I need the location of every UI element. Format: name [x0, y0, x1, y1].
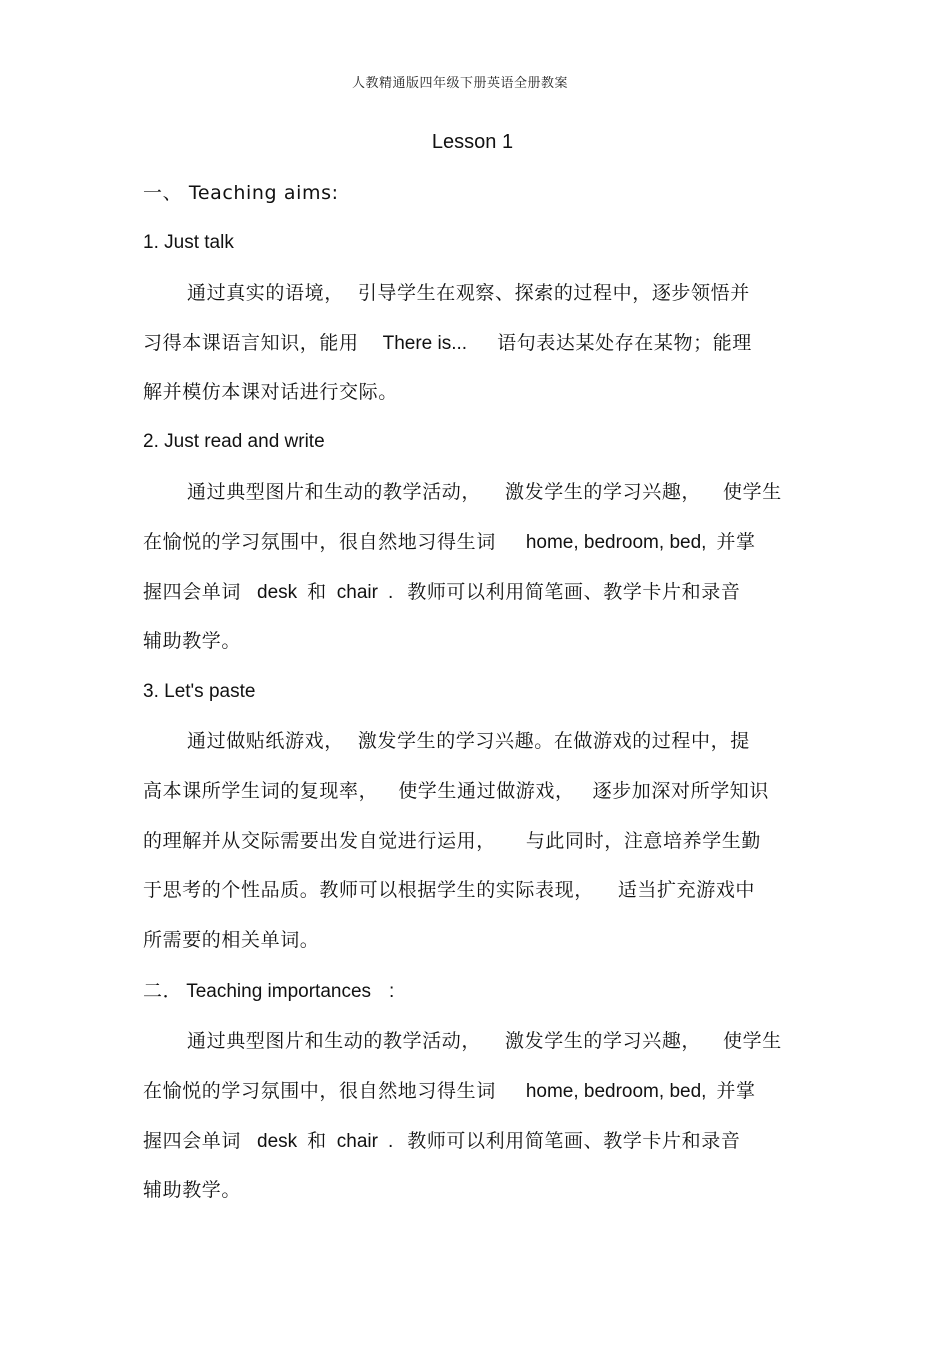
item2-paragraph-line4: 辅助教学。 — [143, 630, 242, 652]
importances-heading: 二． Teaching importances : — [143, 980, 395, 1002]
importances-paragraph-line3: 握四会单词 desk 和 chair . 教师可以利用简笔画、教学卡片和录音 — [143, 1130, 741, 1152]
importances-paragraph-line1: 通过典型图片和生动的教学活动， 激发学生的学习兴趣， 使学生 — [187, 1030, 782, 1052]
item1-paragraph-line3: 解并模仿本课对话进行交际。 — [143, 381, 398, 403]
item3-heading: 3. Let's paste — [143, 681, 256, 702]
item2-heading: 2. Just read and write — [143, 431, 325, 452]
item3-paragraph-line1: 通过做贴纸游戏， 激发学生的学习兴趣。在做游戏的过程中，提 — [187, 730, 750, 752]
item1-heading: 1. Just talk — [143, 232, 234, 253]
item3-paragraph-line5: 所需要的相关单词。 — [143, 929, 320, 951]
aims-heading: 一、 Teaching aims: — [143, 182, 339, 204]
item2-paragraph-line1: 通过典型图片和生动的教学活动， 激发学生的学习兴趣， 使学生 — [187, 481, 782, 503]
item1-paragraph-line2: 习得本课语言知识，能用 There is... 语句表达某处存在某物；能理 — [143, 332, 752, 354]
item3-paragraph-line2: 高本课所学生词的复现率， 使学生通过做游戏， 逐步加深对所学知识 — [143, 780, 770, 802]
item2-paragraph-line3: 握四会单词 desk 和 chair . 教师可以利用简笔画、教学卡片和录音 — [143, 581, 741, 603]
item3-paragraph-line3: 的理解并从交际需要出发自觉进行运用， 与此同时，注意培养学生勤 — [143, 830, 762, 852]
page-header: 人教精通版四年级下册英语全册教案 — [351, 76, 568, 91]
lesson-title: Lesson 1 — [431, 131, 514, 153]
item1-paragraph-line1: 通过真实的语境， 引导学生在观察、探索的过程中，逐步领悟并 — [187, 282, 750, 304]
item2-paragraph-line2: 在愉悦的学习氛围中，很自然地习得生词 home, bedroom, bed, 并掌 — [143, 531, 756, 553]
item3-paragraph-line4: 于思考的个性品质。教师可以根据学生的实际表现， 适当扩充游戏中 — [143, 879, 756, 901]
importances-paragraph-line2: 在愉悦的学习氛围中，很自然地习得生词 home, bedroom, bed, 并掌 — [143, 1080, 756, 1102]
importances-paragraph-line4: 辅助教学。 — [143, 1179, 242, 1201]
